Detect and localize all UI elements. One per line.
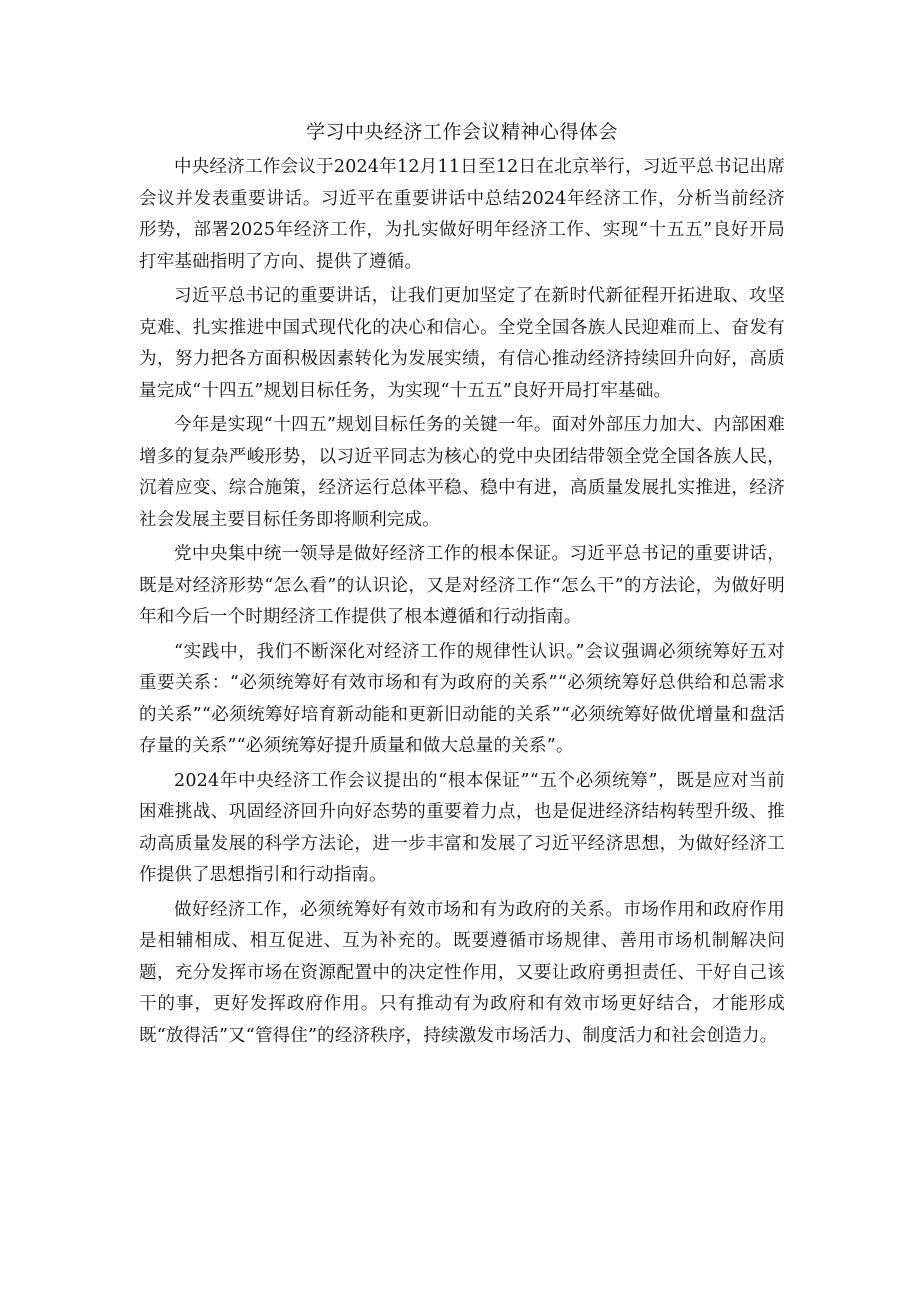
paragraph-5: “实践中，我们不断深化对经济工作的规律性认识。”会议强调必须统筹好五对重要关系：“必须统筹好有效市场和有为政府的关系”“必须统筹好总供给和总需求的关系”“必须统筹好培育新动能和更新旧动能的关系”“必须统筹好做优增量和盘活存量的关系”“必须统筹好提升质量和做大总量的关系”。: [139, 641, 785, 756]
document-title: 学习中央经济工作会议精神心得体会: [305, 121, 618, 143]
paragraph-1: 中央经济工作会议于2024年12月11日至12日在北京举行，习近平总书记出席会议并发表重要讲话。习近平在重要讲话中总结2024年经济工作，分析当前经济形势，部署2025年经济工作，为扎实做好明年经济工作、实现“十五五”良好开局打牢基础指明了方向、提供了遵循。: [139, 157, 785, 272]
paragraph-3: 今年是实现“十四五”规划目标任务的关键一年。面对外部压力加大、内部困难增多的复杂严峻形势，以习近平同志为核心的党中央团结带领全党全国各族人民，沉着应变、综合施策，经济运行总体平稳、稳中有进，高质量发展扎实推进，经济社会发展主要目标任务即将顺利完成。: [139, 415, 785, 530]
paragraph-2: 习近平总书记的重要讲话，让我们更加坚定了在新时代新征程开拓进取、攻坚克难、扎实推进中国式现代化的决心和信心。全党全国各族人民迎难而上、奋发有为，努力把各方面积极因素转化为发展实绩，有信心推动经济持续回升向好，高质量完成“十四五”规划目标任务，为实现“十五五”良好开局打牢基础。: [139, 286, 785, 401]
paragraph-7: 做好经济工作，必须统筹好有效市场和有为政府的关系。市场作用和政府作用是相辅相成、相互促进、互为补充的。既要遵循市场规律、善用市场机制解决问题，充分发挥市场在资源配置中的决定性作用，又要让政府勇担责任、干好自己该干的事，更好发挥政府作用。只有推动有为政府和有效市场更好结合，才能形成既“放得活”又“管得住”的经济秩序，持续激发市场活力、制度活力和社会创造力。: [139, 899, 785, 1046]
document-body: [139, 152, 785, 1052]
document-page: [139, 112, 785, 1052]
paragraph-4: 党中央集中统一领导是做好经济工作的根本保证。习近平总书记的重要讲话，既是对经济形势“怎么看”的认识论，又是对经济工作“怎么干”的方法论，为做好明年和今后一个时期经济工作提供了根本遵循和行动指南。: [139, 544, 785, 627]
paragraph-6: 2024年中央经济工作会议提出的“根本保证”“五个必须统筹”，既是应对当前困难挑战、巩固经济回升向好态势的重要着力点，也是促进经济结构转型升级、推动高质量发展的科学方法论，进一步丰富和发展了习近平经济思想，为做好经济工作提供了思想指引和行动指南。: [139, 770, 785, 885]
